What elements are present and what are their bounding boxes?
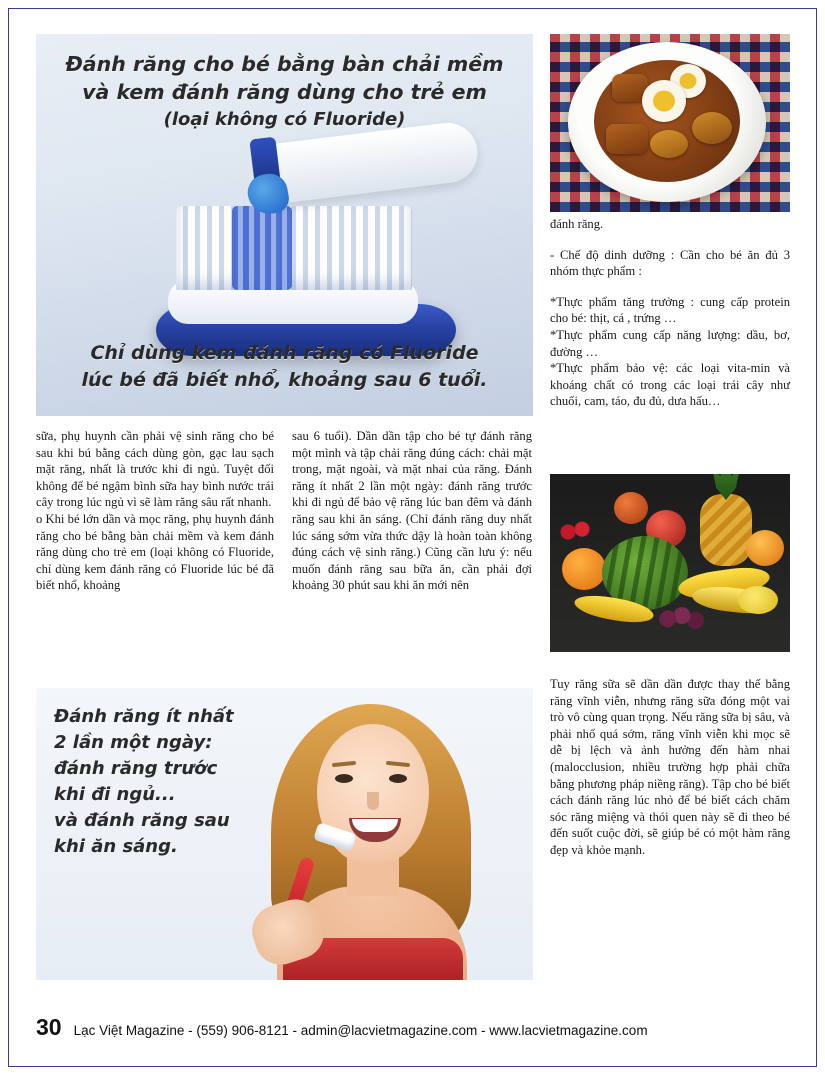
right-column-bottom-text bbox=[550, 676, 790, 859]
assorted-fruits-photo bbox=[550, 474, 790, 652]
eye-shape bbox=[389, 774, 407, 783]
berries-shape bbox=[558, 518, 598, 546]
toothbrush-illustration bbox=[36, 154, 533, 369]
toothbrush-bristles bbox=[176, 206, 412, 290]
pineapple-shape bbox=[700, 494, 752, 566]
left-column-text bbox=[36, 428, 274, 594]
paragraph: *Thực phẩm tăng trưởng : cung cấp protein cho bé: thịt, cá , trứng … bbox=[550, 294, 790, 326]
paragraph: đánh răng. bbox=[550, 217, 604, 231]
page-footer bbox=[36, 1014, 796, 1041]
nose-shape bbox=[367, 792, 379, 810]
toothbrush-caption-top-line2: và kem đánh răng dùng cho trẻ em bbox=[82, 80, 487, 104]
footer-contact-text: Lạc Việt Magazine - (559) 906-8121 - admin@lacvietmagazine.com - www.lacvietmagazine.com bbox=[73, 1023, 648, 1038]
toothbrush-caption-bottom-line1: Chỉ dùng kem đánh răng có Fluoride bbox=[90, 342, 479, 364]
girl-caption-line3: đánh răng trước bbox=[54, 758, 218, 779]
paragraph: *Thực phẩm bảo vệ: các loại vita-min và khoáng chất có trong các loại trái cây như chuối, cam, táo, đu đủ, dưa hấu… bbox=[550, 361, 790, 409]
paragraph: Tuy răng sữa sẽ dần dần được thay thế bằng răng vĩnh viễn, nhưng răng sữa đóng một vai trò vô cùng quan trọng. Nếu răng sữa bị sâu, và phải nhổ quá sớm, răng vĩnh viễn khi mọc sẽ dễ bị lệch và ảnh hưởng đến hàm nhai (malocclusion, nhiều trường hợp phải chữa bằng phương pháp niềng răng). Tập cho bé biết cách đánh răng lúc nhỏ để bé biết cách chăm sóc răng miệng và thói quen này sẽ đi theo bé đến suốt cuộc đời, sẽ giúp bé có một hàm răng đẹp và khỏe mạnh. bbox=[550, 677, 790, 857]
paragraph: sữa, phụ huynh cần phải vệ sinh răng cho bé sau khi bú bằng cách dùng gòn, gạc lau sạch mặt răng, nhất là trước khi đi ngủ. Tuyệt đối không để bé ngậm bình sữa hay bình nước trái cây trong lúc ngủ vì sẽ làm răng sâu rất nhanh. bbox=[36, 429, 274, 510]
middle-column-text bbox=[292, 428, 532, 594]
girl-caption-line6: khi ăn sáng. bbox=[54, 836, 178, 857]
orange-shape bbox=[562, 548, 606, 590]
paragraph: sau 6 tuổi). Dần dần tập cho bé tự đánh răng một mình và tập chải răng đúng cách: chải mặt trong, mặt ngoài, và mặt nhai của răng. Đánh răng ít nhất 2 lần một ngày: đánh răng trước khi đi ngủ để bảo vệ răng lúc ban đêm và đánh răng sau khi ăn sáng. (Chỉ đánh răng duy nhất lúc sáng sớm vừa thức dậy là hoàn toàn không đúng cách vệ sinh răng.) Cũng cần lưu ý: nếu muốn đánh răng sau bữa ăn, cần phải đợi khoảng 30 phút sau khi ăn mới nên bbox=[292, 429, 532, 593]
woman-illustration bbox=[243, 688, 493, 980]
grapes-shape bbox=[658, 606, 706, 638]
apple-shape bbox=[614, 492, 648, 524]
toothbrush-caption-bottom-line2: lúc bé đã biết nhổ, khoảng sau 6 tuổi. bbox=[81, 369, 488, 391]
girl-caption-line1: Đánh răng ít nhất bbox=[54, 706, 234, 727]
page-number: 30 bbox=[36, 1014, 62, 1040]
egg-yolk bbox=[653, 91, 675, 112]
girl-photo-caption bbox=[54, 704, 264, 860]
toothbrush-toothpaste-photo bbox=[36, 34, 533, 416]
braised-pork-eggs-plate-photo bbox=[550, 34, 790, 212]
teeth-shape bbox=[352, 819, 398, 832]
meat-piece bbox=[692, 112, 732, 144]
paragraph: - Chế độ dinh dưỡng : Cần cho bé ăn đủ 3 nhóm thực phẩm : bbox=[550, 247, 790, 279]
toothbrush-caption-bottom bbox=[36, 340, 533, 394]
girl-caption-line4: khi đi ngủ... bbox=[54, 784, 176, 805]
meat-piece bbox=[650, 130, 688, 158]
egg-yolk bbox=[680, 73, 697, 89]
eye-shape bbox=[335, 774, 353, 783]
toothbrush-caption-top-line1: Đánh răng cho bé bằng bàn chải mềm bbox=[65, 52, 504, 76]
orange-shape bbox=[746, 530, 784, 566]
lemon-shape bbox=[738, 586, 778, 614]
toothbrush-caption-top-line3: (loại không có Fluoride) bbox=[163, 109, 406, 130]
woman-brushing-teeth-photo bbox=[36, 688, 533, 980]
meat-piece bbox=[606, 124, 648, 154]
toothbrush-bristles-blue bbox=[232, 206, 292, 290]
girl-caption-line5: và đánh răng sau bbox=[54, 810, 230, 831]
girl-caption-line2: 2 lần một ngày: bbox=[54, 732, 213, 753]
toothbrush-caption-top bbox=[36, 50, 533, 134]
boiled-egg bbox=[642, 80, 686, 122]
paragraph: *Thực phẩm cung cấp năng lượng: dầu, bơ, đường … bbox=[550, 327, 790, 359]
right-column-top-text bbox=[550, 216, 790, 410]
paragraph: o Khi bé lớn dần và mọc răng, phụ huynh đánh răng cho bé bằng bàn chải mềm và kem đánh răng dùng cho trẻ em (loại không có Fluoride, chỉ dùng kem đánh răng có Fluoride lúc bé đã biết nhổ, khoảng bbox=[36, 511, 274, 593]
